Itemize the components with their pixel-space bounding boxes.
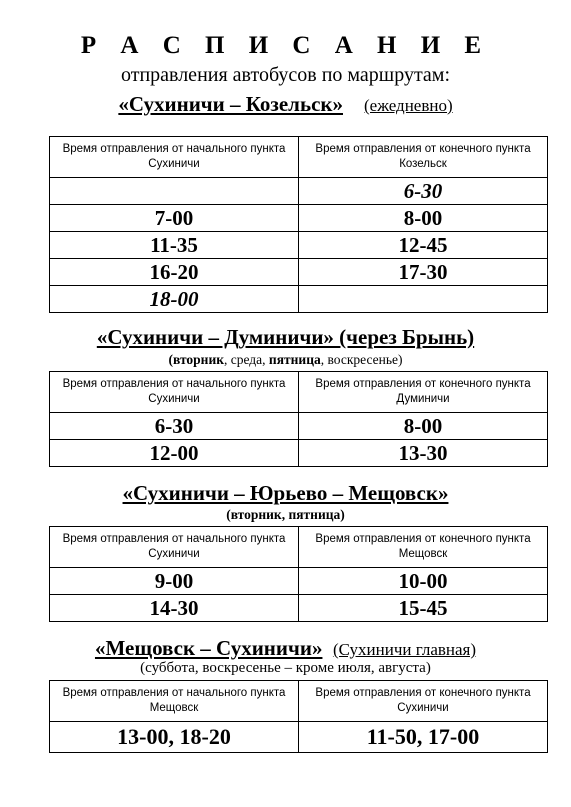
header-from: Время отправления от начального пункта Мещовск (50, 681, 299, 722)
departure-from: 16-20 (50, 259, 299, 286)
route-name: «Сухиничи – Юрьево – Мещовск» (122, 481, 449, 505)
route-days: (суббота, воскресенье – кроме июля, августа) (140, 660, 431, 676)
departure-from: 13-00, 18-20 (50, 722, 299, 753)
schedule-table-sukhinichi-kozelsk (49, 136, 548, 313)
route-heading-sukhinichi-yurievo-meshchovsk (0, 481, 571, 506)
route-note: (ежедневно) (364, 96, 453, 115)
departure-to: 17-30 (299, 259, 548, 286)
schedule-table-sukhinichi-meshchovsk (49, 526, 548, 622)
route-name: «Мещовск – Сухиничи» (94, 636, 323, 660)
table-row (50, 178, 548, 205)
table-row (50, 440, 548, 467)
departure-to: 8-00 (299, 413, 548, 440)
table-header-row (50, 372, 548, 413)
departure-from: 18-00 (50, 286, 299, 313)
table-header-row (50, 681, 548, 722)
schedule-table-sukhinichi-duminichi (49, 371, 548, 467)
table-row (50, 259, 548, 286)
departure-to: 8-00 (299, 205, 548, 232)
table-row (50, 595, 548, 622)
departure-to: 12-45 (299, 232, 548, 259)
route-heading-sukhinichi-duminichi (0, 325, 571, 350)
table-row (50, 568, 548, 595)
departure-from: 6-30 (50, 413, 299, 440)
table-row (50, 286, 548, 313)
departure-to: 11-50, 17-00 (299, 722, 548, 753)
header-to: Время отправления от конечного пункта Мещовск (299, 527, 548, 568)
table-header-row (50, 527, 548, 568)
schedule-table-meshchovsk-sukhinichi (49, 680, 548, 753)
table-row (50, 232, 548, 259)
departure-to (299, 286, 548, 313)
departure-to: 13-30 (299, 440, 548, 467)
header-from: Время отправления от начального пункта Сухиничи (50, 137, 299, 178)
header-from: Время отправления от начального пункта Сухиничи (50, 372, 299, 413)
departure-from: 7-00 (50, 205, 299, 232)
route-name: «Сухиничи – Козельск» (118, 92, 343, 116)
route-heading-sukhinichi-kozelsk (0, 92, 571, 117)
departure-to: 10-00 (299, 568, 548, 595)
departure-to: 6-30 (299, 178, 548, 205)
route-days: (вторник, пятница) (226, 507, 345, 522)
header-to: Время отправления от конечного пункта Думиничи (299, 372, 548, 413)
route-days: (вторник, среда, пятница, воскресенье) (168, 352, 403, 367)
header-from: Время отправления от начального пункта Сухиничи (50, 527, 299, 568)
departure-from: 14-30 (50, 595, 299, 622)
header-to: Время отправления от конечного пункта Сухиничи (299, 681, 548, 722)
table-row (50, 205, 548, 232)
departure-to: 15-45 (299, 595, 548, 622)
departure-from: 12-00 (50, 440, 299, 467)
route-note: (Сухиничи главная) (332, 640, 477, 659)
page-title: Р А С П И С А Н И Е (80, 32, 491, 59)
departure-from: 11-35 (50, 232, 299, 259)
page-subtitle: отправления автобусов по маршрутам: (120, 64, 451, 86)
route-heading-meshchovsk-sukhinichi (0, 636, 571, 661)
route-name: «Сухиничи – Думиничи» (через Брынь) (96, 325, 475, 349)
departure-from (50, 178, 299, 205)
table-row (50, 722, 548, 753)
table-row (50, 413, 548, 440)
table-header-row (50, 137, 548, 178)
departure-from: 9-00 (50, 568, 299, 595)
header-to: Время отправления от конечного пункта Козельск (299, 137, 548, 178)
